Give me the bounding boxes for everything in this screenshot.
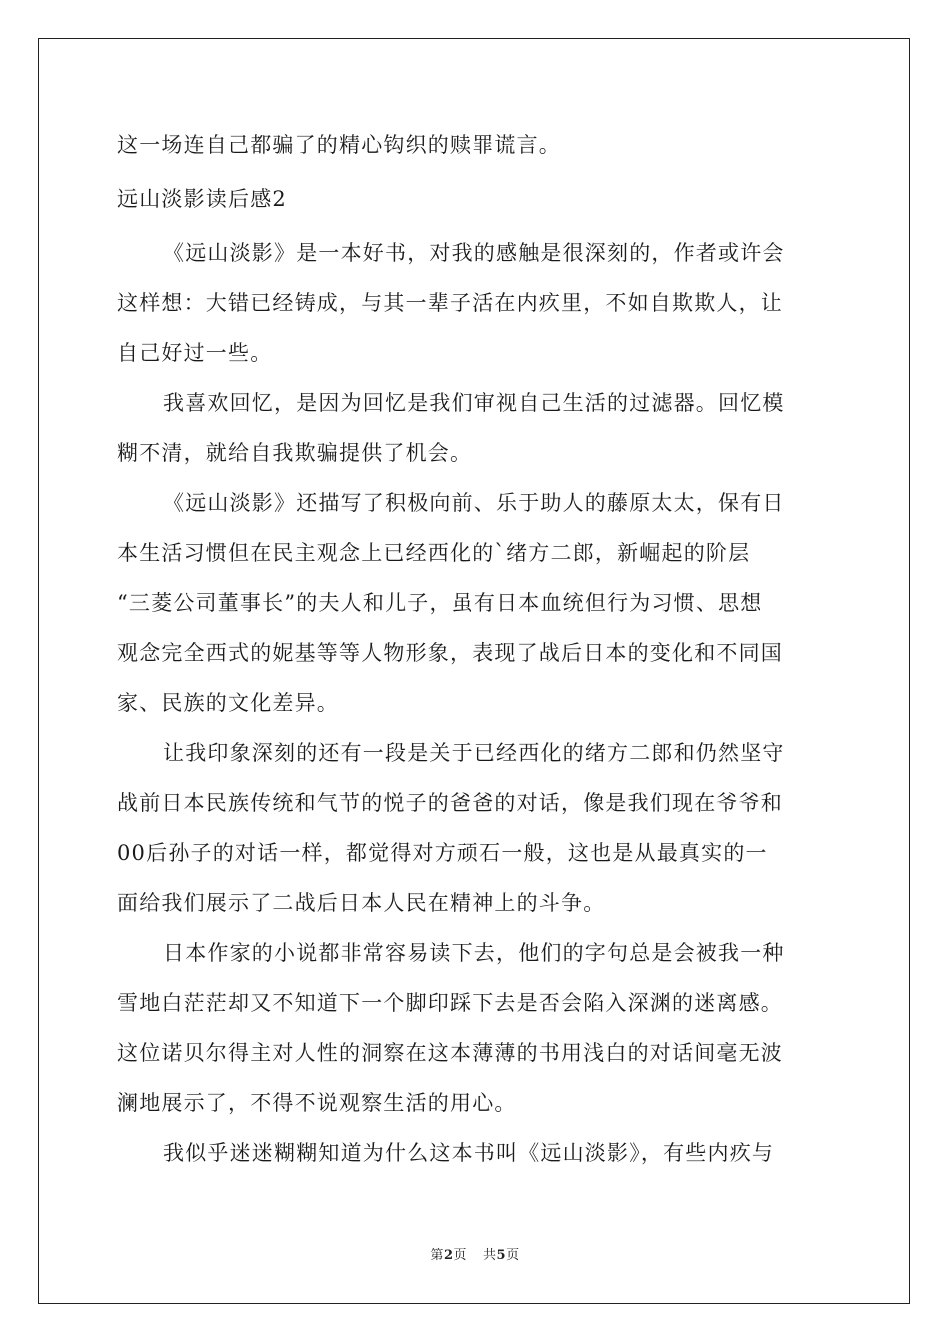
paragraph-line: 雪地白茫茫却又不知道下一个脚印踩下去是否会陷入深渊的迷离感。: [117, 991, 783, 1015]
paragraph-line: 我似乎迷迷糊糊知道为什么这本书叫《远山淡影》，有些内疚与: [163, 1141, 775, 1165]
paragraph-line: “三菱公司董事长”的夫人和儿子，虽有日本血统但行为习惯、思想: [117, 591, 763, 615]
paragraph-line: 观念完全西式的妮基等等人物形象，表现了战后日本的变化和不同国: [117, 641, 783, 665]
paragraph-line: 糊不清，就给自我欺骗提供了机会。: [117, 441, 473, 465]
page-footer: [0, 1244, 950, 1263]
total-suffix: 页: [506, 1248, 520, 1263]
paragraph-line: 《远山淡影》是一本好书，对我的感触是很深刻的，作者或许会: [163, 241, 785, 265]
paragraph-line: 本生活习惯但在民主观念上已经西化的`绪方二郎，新崛起的阶层: [117, 541, 751, 565]
paragraph-line: 这位诺贝尔得主对人性的洞察在这本薄薄的书用浅白的对话间毫无波: [117, 1041, 783, 1065]
total-prefix: 共: [483, 1248, 497, 1263]
paragraph-line: 这样想：大错已经铸成，与其一辈子活在内疚里，不如自欺欺人，让: [117, 291, 783, 315]
paragraph-line: 《远山淡影》还描写了积极向前、乐于助人的藤原太太，保有日: [163, 491, 785, 515]
paragraph-line: 这一场连自己都骗了的精心钩织的赎罪谎言。: [117, 133, 561, 157]
paragraph-line: 家、民族的文化差异。: [117, 691, 339, 715]
paragraph-line: 自己好过一些。: [117, 341, 273, 365]
paragraph-line: 澜地展示了，不得不说观察生活的用心。: [117, 1091, 517, 1115]
paragraph-line: 战前日本民族传统和气节的悦子的爸爸的对话，像是我们现在爷爷和: [117, 791, 783, 815]
paragraph-line: 日本作家的小说都非常容易读下去，他们的字句总是会被我一种: [163, 941, 785, 965]
section-heading: 远山淡影读后感2: [117, 187, 287, 211]
paragraph-line: 00后孙子的对话一样，都觉得对方顽石一般，这也是从最真实的一: [117, 841, 768, 865]
page-suffix: 页: [453, 1248, 467, 1263]
document-body: [117, 128, 837, 1170]
paragraph-line: 我喜欢回忆，是因为回忆是我们审视自己生活的过滤器。回忆模: [163, 391, 785, 415]
paragraph-line: 让我印象深刻的还有一段是关于已经西化的绪方二郎和仍然坚守: [163, 741, 785, 765]
page-number: 2: [443, 1248, 454, 1263]
paragraph-line: 面给我们展示了二战后日本人民在精神上的斗争。: [117, 891, 606, 915]
total-pages: 5: [496, 1248, 507, 1263]
page-prefix: 第: [430, 1248, 444, 1263]
